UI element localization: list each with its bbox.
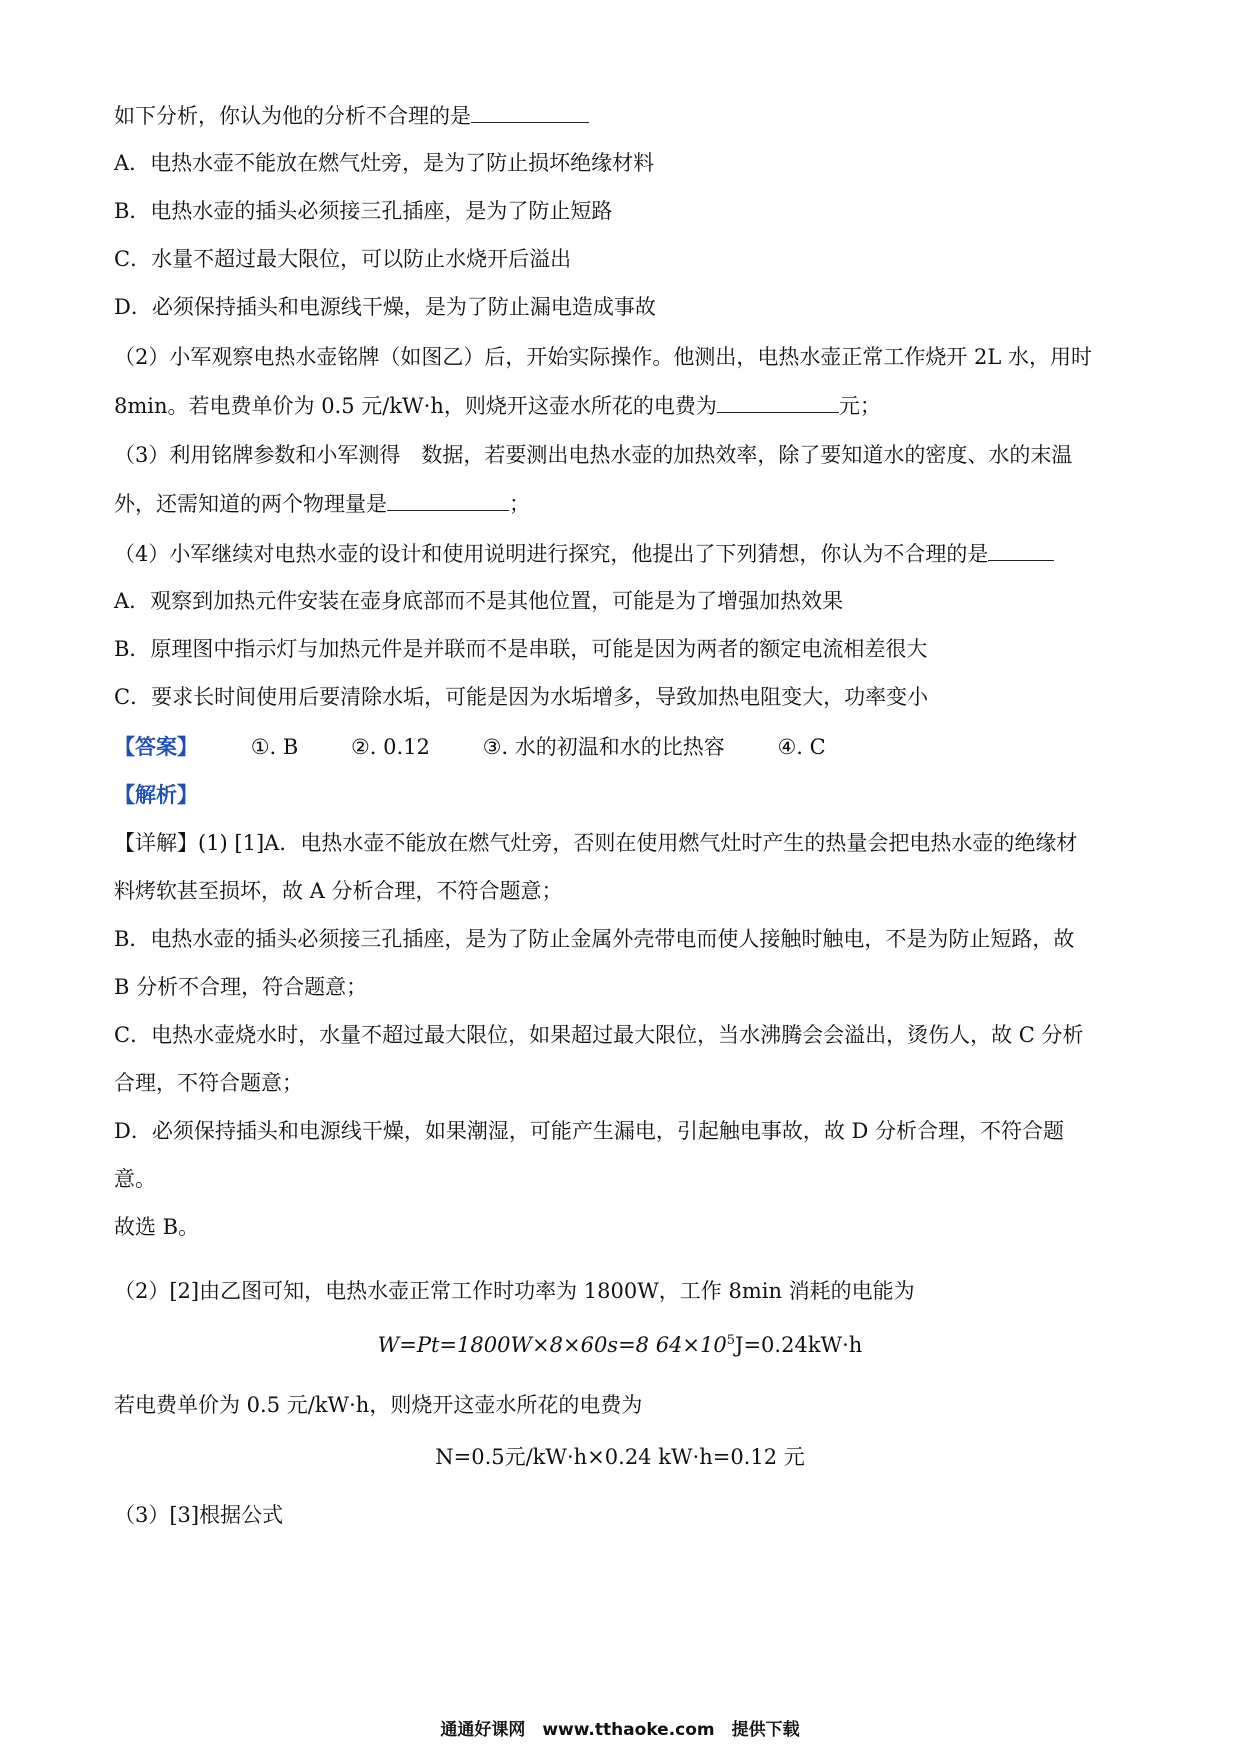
q4-stem: （4）小军继续对电热水壶的设计和使用说明进行探究，他提出了下列猜想，你认为不合理的是 [114,538,1126,569]
answer-item: ①. B [250,735,299,759]
q1-option-a: A．电热水壶不能放在燃气灶旁，是为了防止损坏绝缘材料 [114,151,655,175]
answer-item: ②. 0.12 [350,735,430,759]
analysis-line: B．电热水壶的插头必须接三孔插座，是为了防止金属外壳带电而使人接触时触电，不是为防止短路，故 [114,927,1075,951]
analysis-line: 意。 [114,1167,156,1191]
q4-option-a: A．观察到加热元件安装在壶身底部而不是其他位置，可能是为了增强加热效果 [114,589,844,613]
q1-option-b: B．电热水壶的插头必须接三孔插座，是为了防止短路 [114,199,613,223]
analysis-line: B 分析不合理，符合题意； [114,975,368,999]
answer-tag: 【答案】 [114,734,198,759]
part3-line: （3）[3]根据公式 [114,1503,284,1527]
formula-cost: N=0.5元/kW·h×0.24 kW·h=0.12 元 [435,1445,805,1469]
q2-line1: （2）小军观察电热水壶铭牌（如图乙）后，开始实际操作。他测出，电热水壶正常工作烧开 2L 水，用时 [114,345,1093,369]
analysis-line: 合理，不符合题意； [114,1071,303,1095]
analysis-line: 【详解】(1) [1]A．电热水壶不能放在燃气灶旁，否则在使用燃气灶时产生的热量会把电热水壶的绝缘材 [114,831,1078,855]
q3-line1: （3）利用铭牌参数和小军测得 数据，若要测出电热水壶的加热效率，除了要知道水的密度、水的末温 [114,443,1073,467]
analysis-line: 故选 B。 [114,1215,200,1239]
answer-blank [471,100,589,123]
page-footer: 通通好课网 www.tthaoke.com 提供下载 [440,1720,800,1740]
answer-blank [988,538,1054,561]
answer-blank [387,488,509,511]
q1-stem: 如下分析，你认为他的分析不合理的是 [114,100,1126,131]
q1-option-c: C．水量不超过最大限位，可以防止水烧开后溢出 [114,247,572,271]
analysis-tag: 【解析】 [114,782,198,807]
answer-blank [717,390,839,413]
q2-line2: 8min。若电费单价为 0.5 元/kW·h，则烧开这壶水所花的电费为 元； [114,390,1126,421]
q4-option-c: C．要求长时间使用后要清除水垢，可能是因为水垢增多，导致加热电阻变大，功率变小 [114,685,929,709]
analysis-line: D．必须保持插头和电源线干燥，如果潮湿，可能产生漏电，引起触电事故，故 D 分析合理，不符合题 [114,1119,1065,1143]
answer-item: ④. C [777,735,826,759]
q3-line2: 外，还需知道的两个物理量是 ； [114,488,1126,519]
analysis-line: 料烤软甚至损坏，故 A 分析合理，不符合题意； [114,879,563,903]
q1-option-d: D．必须保持插头和电源线干燥，是为了防止漏电造成事故 [114,295,656,319]
formula-energy: W=Pt=1800W×8×60s=8 $64\times 10^5J=0.24kW\cdot h$ [377,1333,863,1357]
price-line: 若电费单价为 0.5 元/kW·h，则烧开这壶水所花的电费为 [114,1393,643,1417]
q4-option-b: B．原理图中指示灯与加热元件是并联而不是串联，可能是因为两者的额定电流相差很大 [114,637,928,661]
analysis-line: C．电热水壶烧水时，水量不超过最大限位，如果超过最大限位，当水沸腾会会溢出，烫伤人，故 C 分析 [114,1023,1084,1047]
answer-item: ③. 水的初温和水的比热容 [482,735,725,759]
answer-line [114,732,1126,762]
analysis-line: （2）[2]由乙图可知，电热水壶正常工作时功率为 1800W，工作 8min 消耗的电能为 [114,1279,915,1303]
